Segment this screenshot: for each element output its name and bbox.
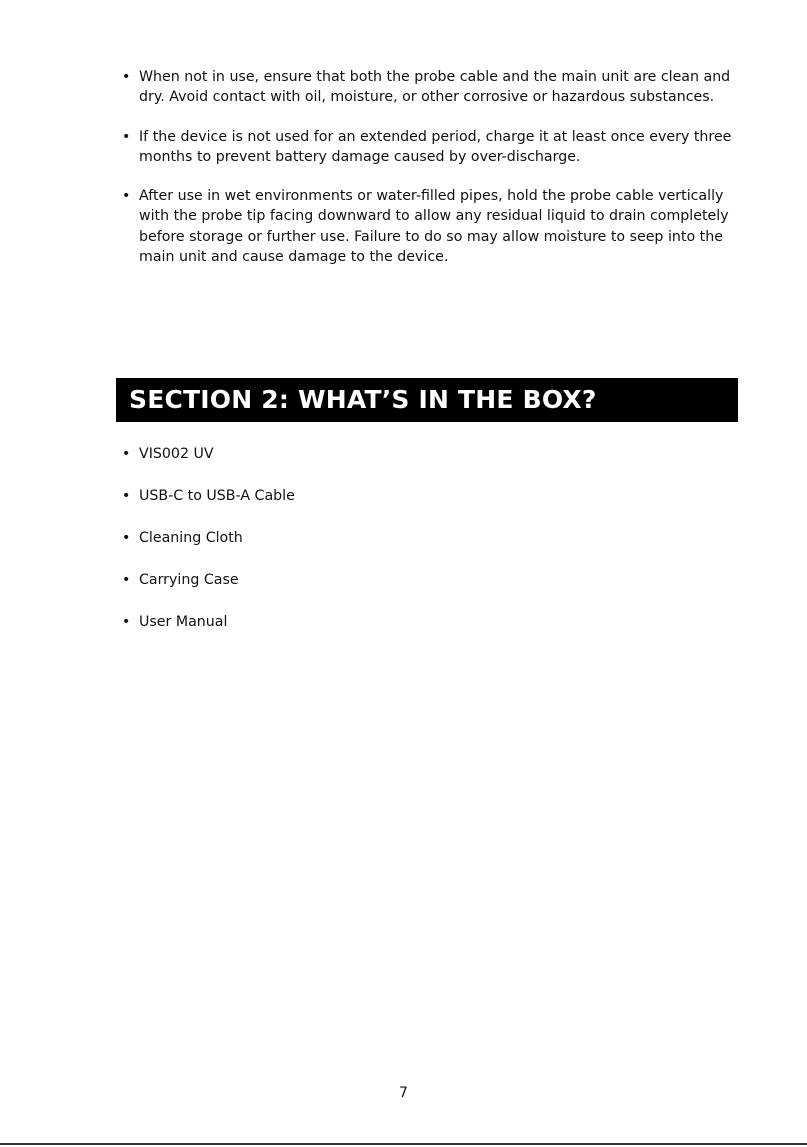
list-item — [119, 612, 719, 654]
box-item-text: VIS002 UV — [139, 446, 214, 462]
bullet-icon: • — [122, 614, 131, 630]
bullet-icon: • — [122, 446, 131, 462]
care-instruction-text: After use in wet environments or water-filled pipes, hold the probe cable vertically with the probe tip facing downward to allow any residual liquid to drain completely before storage or further use. Failure to do so may allow moisture to seep into the main unit and cause damage to the device. — [139, 188, 729, 266]
bullet-icon: • — [122, 572, 131, 588]
section-heading: SECTION 2: WHAT’S IN THE BOX? — [116, 378, 738, 422]
list-item — [119, 444, 719, 486]
bullet-icon: • — [122, 128, 131, 145]
box-item-text: User Manual — [139, 614, 228, 630]
bullet-icon: • — [122, 188, 131, 205]
box-item-text: Cleaning Cloth — [139, 530, 243, 546]
care-instructions-list — [119, 67, 739, 286]
list-item — [119, 486, 719, 528]
care-instruction-text: When not in use, ensure that both the probe cable and the main unit are clean and dry. Avoid contact with oil, moisture, or other corrosive or hazardous substances. — [139, 69, 731, 106]
box-item-text: Carrying Case — [139, 572, 239, 588]
list-item — [119, 528, 719, 570]
box-contents-list — [119, 444, 719, 654]
bullet-icon: • — [122, 488, 131, 504]
bullet-icon: • — [122, 530, 131, 546]
list-item — [119, 67, 739, 108]
care-instruction-text: If the device is not used for an extended period, charge it at least once every three months to prevent battery damage caused by over-discharge. — [139, 128, 732, 165]
box-item-text: USB-C to USB-A Cable — [139, 488, 295, 504]
list-item — [119, 127, 739, 168]
bottom-divider — [0, 1143, 807, 1145]
bullet-icon: • — [122, 69, 131, 85]
page-number: 7 — [399, 1085, 408, 1101]
list-item — [119, 186, 739, 267]
list-item — [119, 570, 719, 612]
